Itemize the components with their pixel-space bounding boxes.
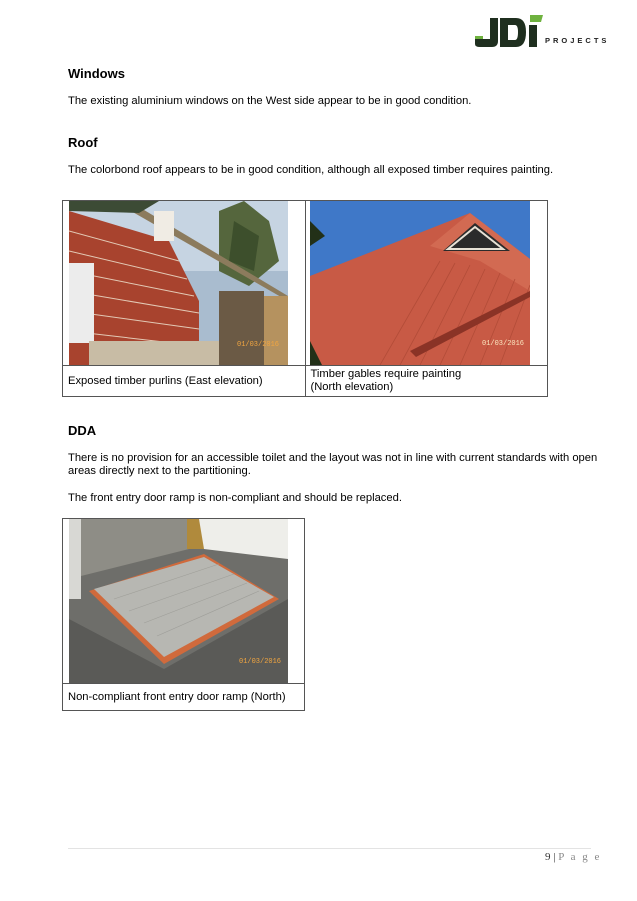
dda-paragraph-2: The front entry door ramp is non-compliant and should be replaced. (68, 492, 402, 504)
dda-paragraph-1: There is no provision for an accessible toilet and the layout was not in line with current standards with open areas directly next to the partitioning. (68, 452, 598, 477)
dda-heading: DDA (68, 423, 97, 438)
footer-divider (68, 848, 591, 849)
gables-caption (305, 366, 548, 397)
jdi-logo-mark (472, 14, 544, 48)
ramp-date-stamp: 01/03/2016 (239, 658, 282, 666)
purlins-caption: Exposed timber purlins (East elevation) (63, 366, 306, 397)
gables-photo (310, 201, 530, 365)
ramp-photo (69, 519, 288, 683)
gables-date-stamp: 01/03/2016 (481, 340, 524, 348)
windows-paragraph: The existing aluminium windows on the West side appear to be in good condition. (68, 95, 472, 107)
windows-heading: Windows (68, 66, 125, 81)
purlins-date-stamp: 01/03/2016 (237, 341, 280, 349)
ramp-photo-table (62, 518, 305, 711)
gables-photo-cell (305, 201, 548, 366)
roof-photo-table (62, 200, 548, 397)
roof-paragraph: The colorbond roof appears to be in good condition, although all exposed timber requires painting. (68, 164, 554, 176)
page-number: 9 (545, 851, 551, 863)
purlins-photo-cell (63, 201, 306, 366)
company-logo (472, 14, 610, 50)
page-footer (545, 851, 601, 863)
page-word: P a g e (558, 851, 602, 863)
gables-caption-line2: (North elevation) (310, 381, 394, 393)
logo-wordmark: PROJECTS (545, 36, 610, 45)
roof-heading: Roof (68, 135, 98, 150)
gables-caption-line1: Timber gables require painting (310, 368, 462, 380)
ramp-photo-cell (63, 519, 305, 684)
ramp-caption: Non-compliant front entry door ramp (North) (63, 684, 305, 711)
page-separator: | (553, 851, 556, 863)
purlins-photo (69, 201, 288, 365)
